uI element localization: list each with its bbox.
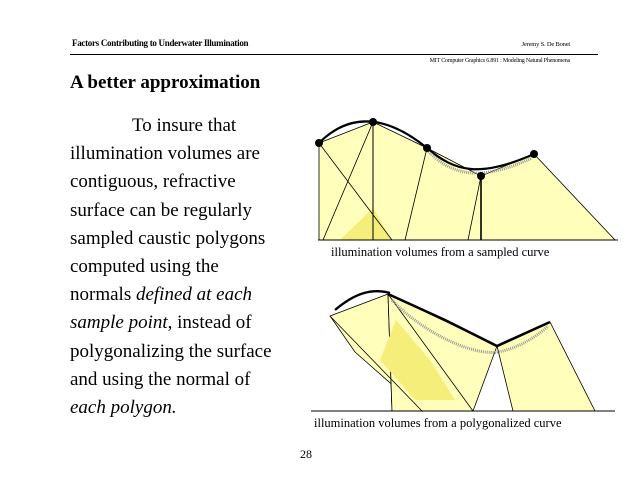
sample-point bbox=[315, 139, 323, 147]
caustic-diagrams bbox=[300, 110, 620, 415]
sample-point bbox=[530, 150, 538, 158]
body-line: , instead of bbox=[167, 312, 252, 334]
sample-point bbox=[423, 144, 431, 152]
body-line: polygonalizing the surface bbox=[70, 340, 272, 362]
body-line: To insure that bbox=[132, 115, 237, 136]
body-emphasis: each polygon. bbox=[70, 397, 177, 419]
bottom-figure-caption: illumination volumes from a polygonalized curve bbox=[314, 416, 562, 430]
body-line: normals bbox=[70, 284, 136, 306]
page-number: 28 bbox=[300, 447, 312, 461]
body-line: contiguous, refractive bbox=[70, 171, 236, 193]
body-line: surface can be regularly bbox=[70, 199, 252, 221]
illumination-volume bbox=[497, 322, 595, 411]
slide-title: A better approximation bbox=[70, 72, 261, 93]
sampled-curve-figure bbox=[315, 118, 618, 240]
body-line: sampled caustic polygons bbox=[70, 227, 266, 249]
header-rule bbox=[70, 54, 598, 55]
sample-point bbox=[369, 118, 377, 126]
header-course: MIT Computer Graphics 6.891 : Modeling Natural Phenomena bbox=[429, 58, 570, 64]
illumination-volume bbox=[468, 154, 615, 240]
body-emphasis: sample point bbox=[70, 312, 168, 334]
polygonalized-curve-figure bbox=[311, 291, 615, 411]
body-paragraph bbox=[70, 112, 306, 422]
header-title: Factors Contributing to Underwater Illumination bbox=[72, 38, 249, 48]
top-figure-caption: illumination volumes from a sampled curve bbox=[331, 245, 550, 259]
sample-point bbox=[477, 172, 485, 180]
body-line: computed using the bbox=[70, 256, 219, 278]
header-author: Jeremy S. De Bonet bbox=[521, 41, 570, 48]
body-line: and using the normal of bbox=[70, 368, 251, 390]
body-emphasis: defined at each bbox=[135, 284, 253, 306]
body-line: illumination volumes are bbox=[70, 143, 260, 165]
